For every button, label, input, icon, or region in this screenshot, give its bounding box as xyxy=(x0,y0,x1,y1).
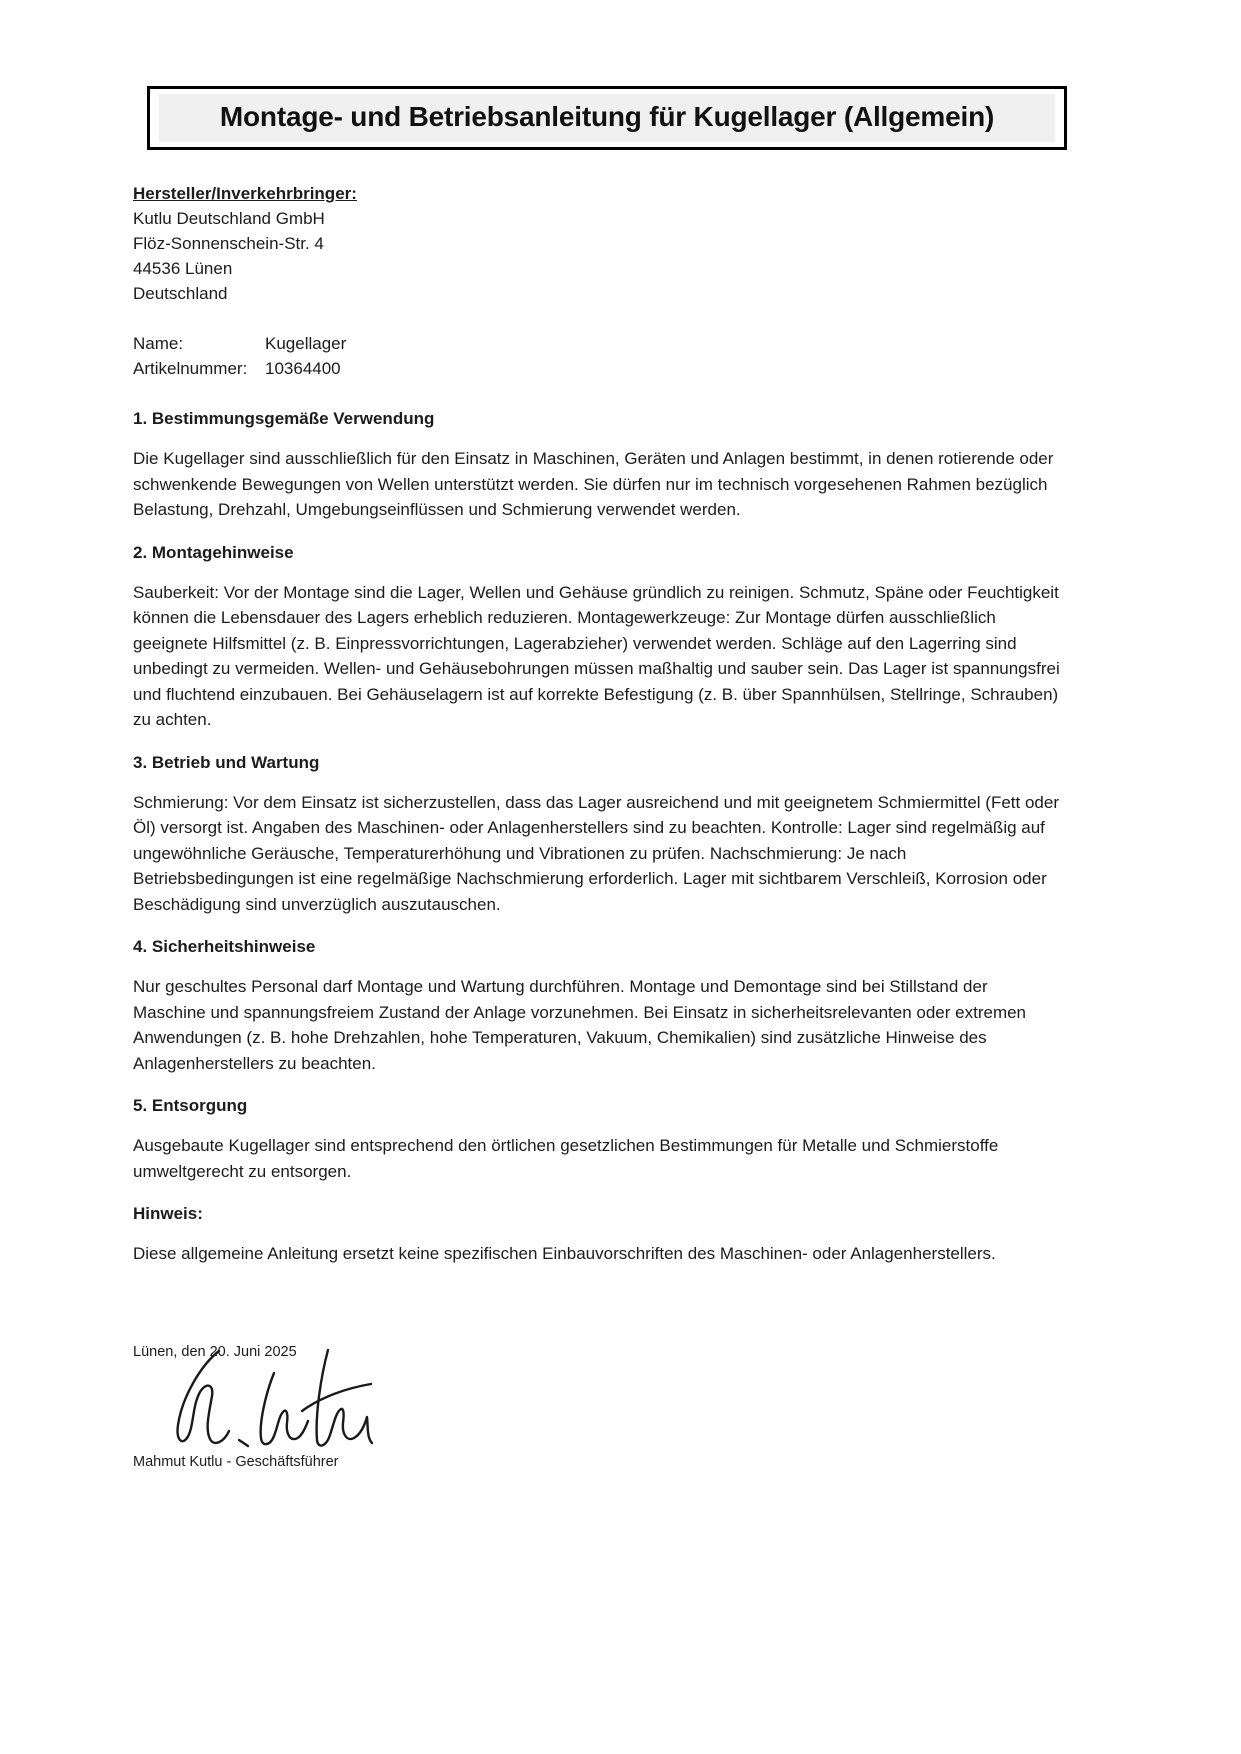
document-title-box xyxy=(147,86,1067,150)
section-heading-mounting: 2. Montagehinweise xyxy=(133,542,294,562)
section-body-disposal: Ausgebaute Kugellager sind entsprechend den örtlichen gesetzlichen Bestimmungen für Metalle und Schmierstoffe umweltgerecht zu entsorgen. xyxy=(133,1136,999,1181)
manufacturer-company: Kutlu Deutschland GmbH xyxy=(133,209,325,228)
signature-signer-name: Mahmut Kutlu - Geschäftsführer xyxy=(133,1453,339,1470)
manufacturer-heading: Hersteller/Inverkehrbringer: xyxy=(133,184,357,203)
section-heading-safety: 4. Sicherheitshinweise xyxy=(133,937,316,956)
product-article-label: Artikelnummer: xyxy=(133,359,248,378)
section-body-intended-use: Die Kugellager sind ausschließlich für den Einsatz in Maschinen, Geräten und Anlagen bestimmt, in denen rotierende oder schwenkende Bewegungen von Wellen unterstützt werden. Sie dürfen nur im technisch vorgesehenen Rahmen bezüglich Belastung, Drehzahl, Umgebungseinflüssen und Schmierung verwendet werden. xyxy=(133,449,1054,519)
product-name-value: Kugellager xyxy=(265,334,347,353)
section-heading-note: Hinweis: xyxy=(133,1204,203,1223)
product-name-label: Name: xyxy=(133,334,184,353)
signature-block xyxy=(133,1343,1060,1471)
section-body-mounting: Sauberkeit: Vor der Montage sind die Lager, Wellen und Gehäuse gründlich zu reinigen. Schmutz, Späne oder Feuchtigkeit können die Lebensdauer des Lagers erheblich reduzieren. Montagewerkzeuge: Zur Montage dürfen ausschließlich geeignete Hilfsmittel (z. B. Einpressvorrichtungen, Lagerabzieher) verwendet werden. Schläge auf den Lagerring sind unbedingt zu vermeiden. Wellen- und Gehäusebohrungen müssen maßhaltig und sauber sein. Das Lager ist spannungsfrei und fluchtend einzubauen. Bei Gehäuselagern ist auf korrekte Befestigung (z. B. über Spannhülsen, Stellringe, Schrauben) zu achten. xyxy=(133,582,1060,729)
manufacturer-street: Flöz-Sonnenschein-Str. 4 xyxy=(133,234,324,253)
manufacturer-country: Deutschland xyxy=(133,284,228,303)
section-heading-operation-maintenance: 3. Betrieb und Wartung xyxy=(133,752,320,772)
manufacturer-block xyxy=(133,181,1060,306)
section-heading-disposal: 5. Entsorgung xyxy=(133,1096,248,1115)
signature-date-line: Lünen, den 20. Juni 2025 xyxy=(133,1343,297,1360)
handwritten-signature-image xyxy=(155,1349,395,1451)
page-title: Montage- und Betriebsanleitung für Kugellager (Allgemein) xyxy=(219,101,995,132)
section-body-safety: Nur geschultes Personal darf Montage und Wartung durchführen. Montage und Demontage sind bei Stillstand der Maschine und spannungsfreiem Zustand der Anlage vorzunehmen. Bei Einsatz in sicherheitsrelevanten oder extremen Anwendungen (z. B. hohe Drehzahlen, hohe Temperaturen, Vakuum, Chemikalien) sind zusätzliche Hinweise des Anlagenherstellers zu beachten. xyxy=(133,977,1027,1073)
section-body-operation-maintenance: Schmierung: Vor dem Einsatz ist sicherzustellen, dass das Lager ausreichend und mit geeignetem Schmiermittel (Fett oder Öl) versorgt ist. Angaben des Maschinen- oder Anlagenherstellers sind zu beachten. Kontrolle: Lager sind regelmäßig auf ungewöhnliche Geräusche, Temperaturerhöhung und Vibrationen zu prüfen. Nachschmierung: Je nach Betriebsbedingungen ist eine regelmäßige Nachschmierung erforderlich. Lager mit sichtbarem Verschleiß, Korrosion oder Beschädigung sind unverzüglich auszutauschen. xyxy=(133,792,1060,914)
section-body-note: Diese allgemeine Anleitung ersetzt keine spezifischen Einbauvorschriften des Maschinen- oder Anlagenherstellers. xyxy=(133,1244,996,1263)
document-title-band xyxy=(159,94,1055,142)
section-heading-intended-use: 1. Bestimmungsgemäße Verwendung xyxy=(133,409,435,428)
manufacturer-city: 44536 Lünen xyxy=(133,259,233,278)
product-info-table xyxy=(133,331,1060,381)
product-article-value: 10364400 xyxy=(265,359,341,378)
